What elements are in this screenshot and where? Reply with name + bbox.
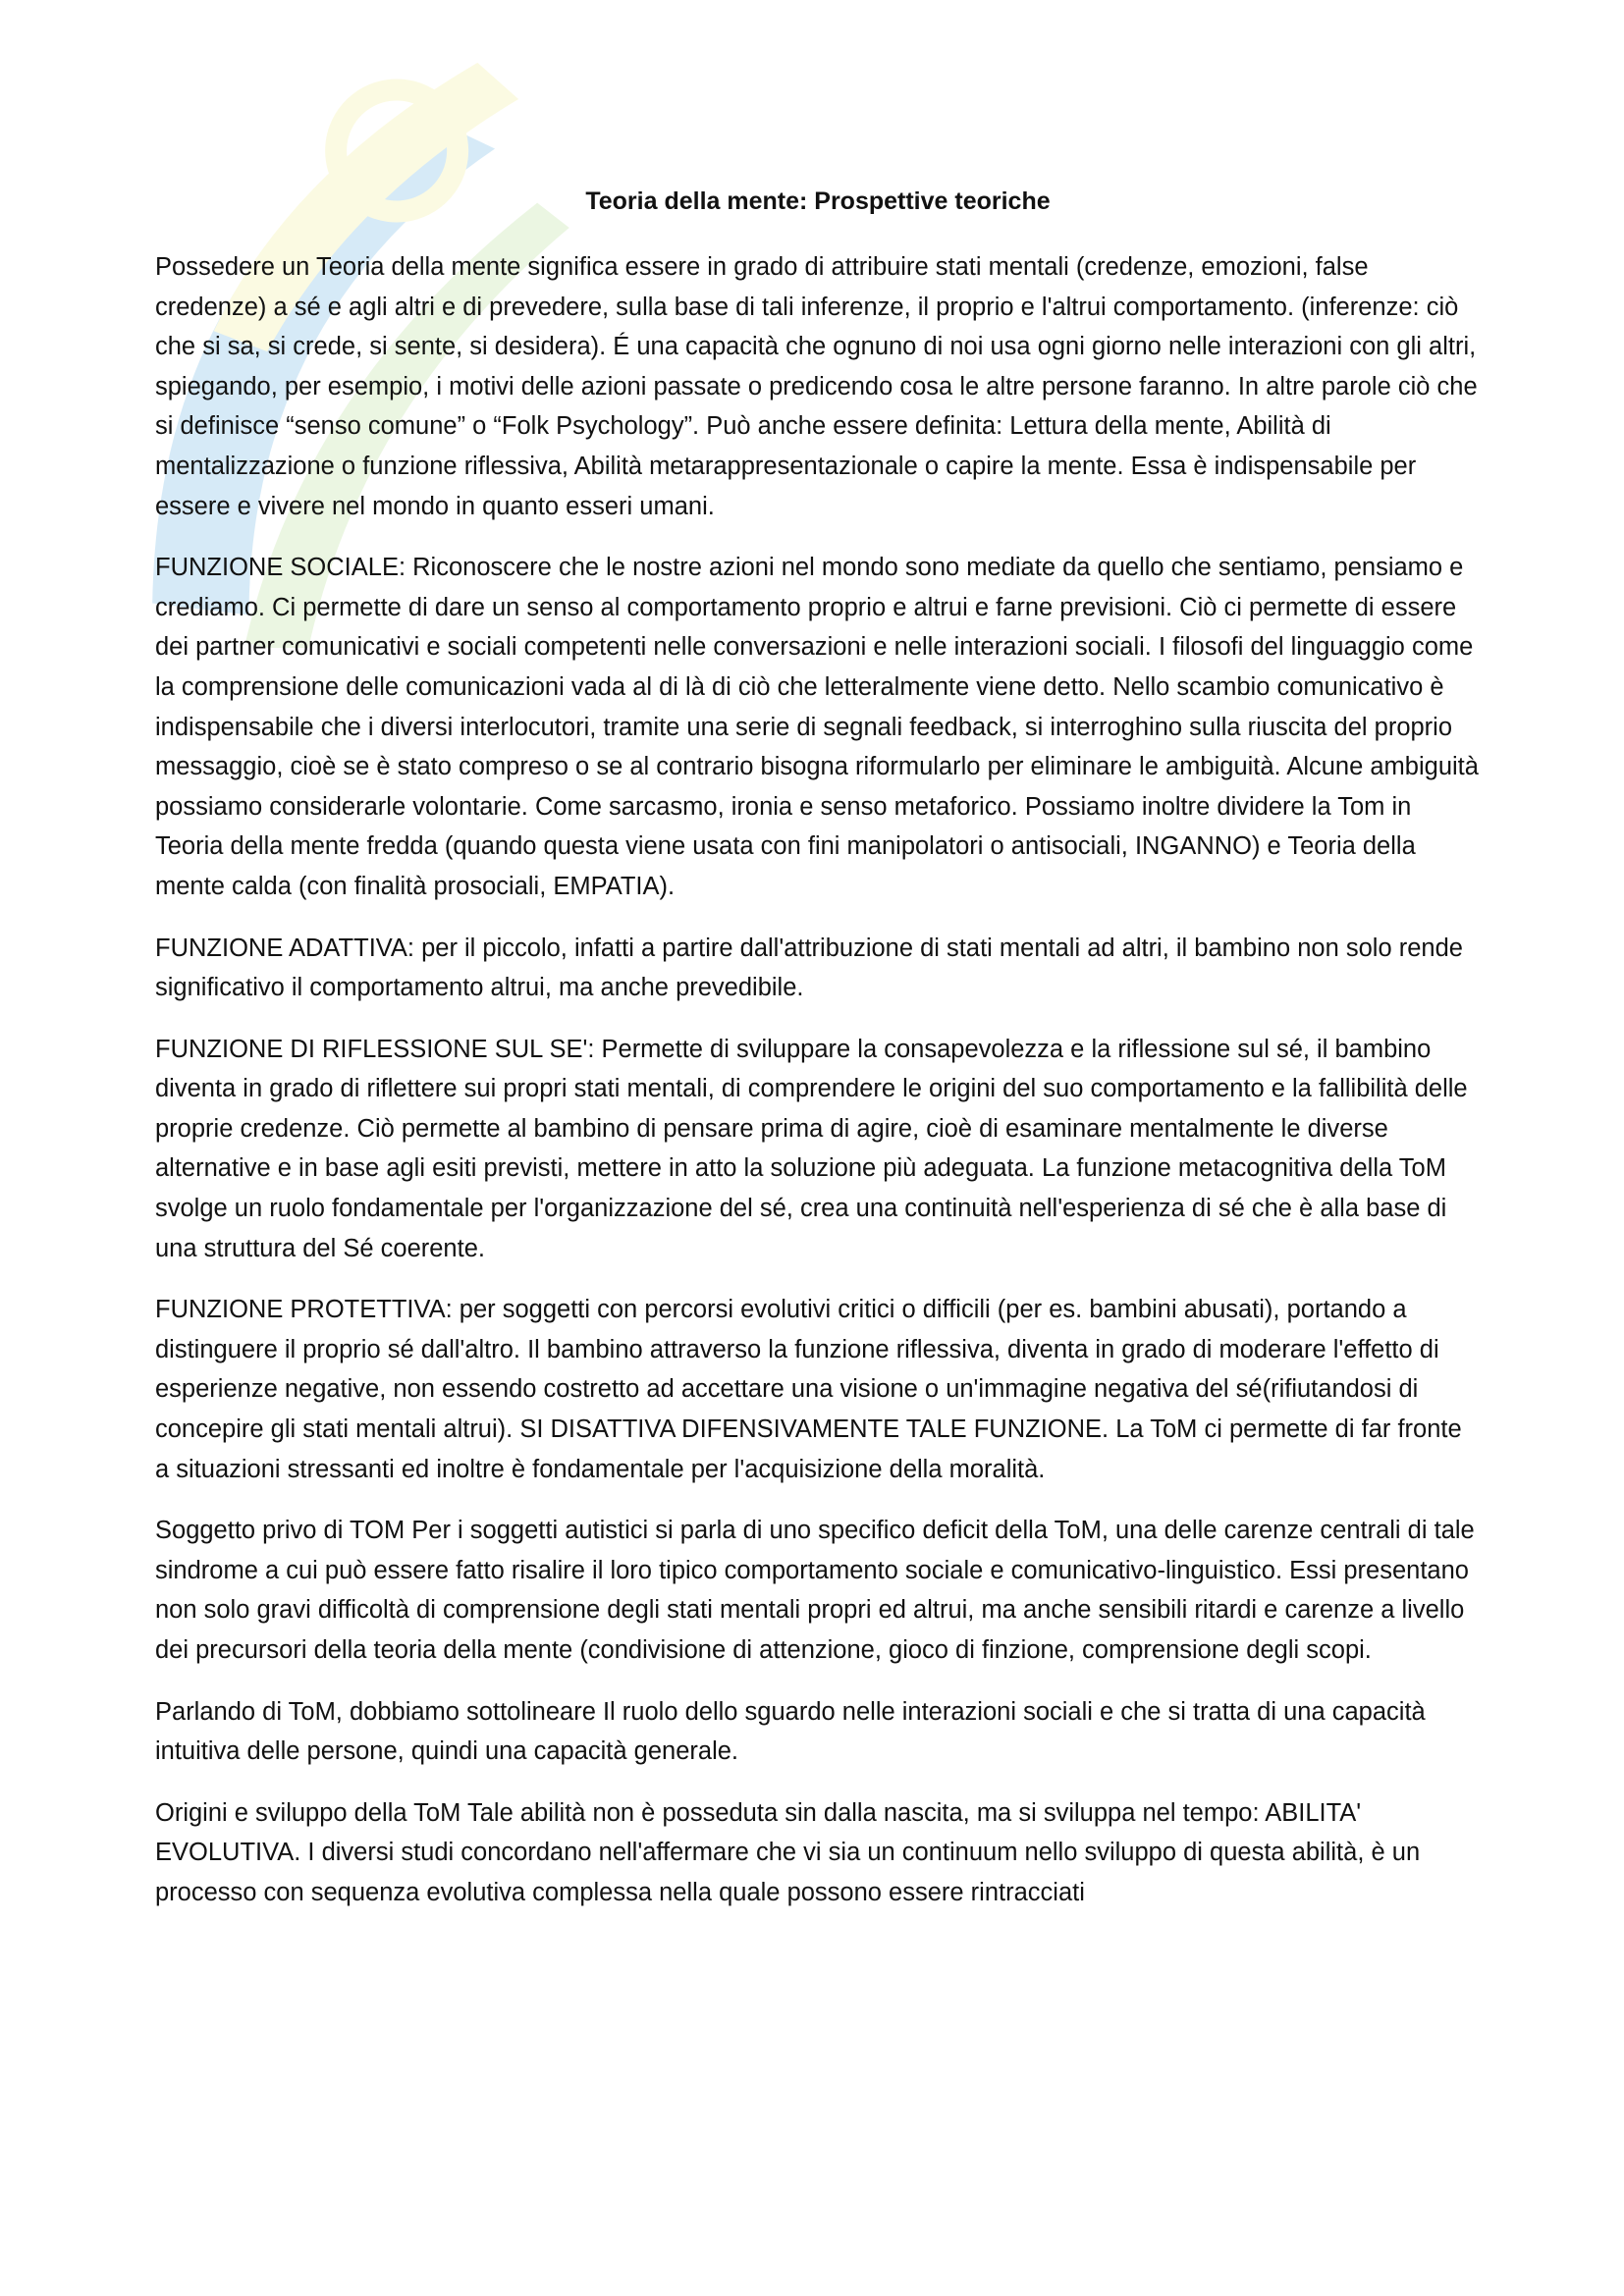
paragraph-funzione-sociale: FUNZIONE SOCIALE: Riconoscere che le nostre azioni nel mondo sono mediate da quello che sentiamo, pensiamo e crediamo. Ci permette di dare un senso al comportamento proprio e altrui e farne previsioni. Ciò ci permette di essere dei partner comunicativi e sociali competenti nelle conversazioni e nelle interazioni sociali. I filosofi del linguaggio come la comprensione delle comunicazioni vada al di là di ciò che letteralmente viene detto. Nello scambio comunicativo è indispensabile che i diversi interlocutori, tramite una serie di segnali feedback, si interroghino sulla riuscita del proprio messaggio, cioè se è stato compreso o se al contrario bisogna riformularlo per eliminare le ambiguità. Alcune ambiguità possiamo considerarle volontarie. Come sarcasmo, ironia e senso metaforico. Possiamo inoltre dividere la Tom in Teoria della mente fredda (quando questa viene usata con fini manipolatori o antisociali, INGANNO) e Teoria della mente calda (con finalità prosociali, EMPATIA). [155,554,1479,900]
paragraph-soggetto-privo-tom: Soggetto privo di TOM Per i soggetti autistici si parla di uno specifico deficit della ToM, una delle carenze centrali di tale sindrome a cui può essere fatto risalire il loro tipico comportamento sociale e comunicativo-linguistico. Essi presentano non solo gravi difficoltà di comprensione degli stati mentali propri ed altrui, ma anche sensibili ritardi e carenze a livello dei precursori della teoria della mente (condivisione di attenzione, gioco di finzione, comprensione degli scopi. [155,1517,1475,1664]
document-title: Teoria della mente: Prospettive teoriche [585,187,1051,215]
paragraph-ruolo-sguardo: Parlando di ToM, dobbiamo sottolineare Il ruolo dello sguardo nelle interazioni sociali e che si tratta di una capacità intuitiva delle persone, quindi una capacità generale. [155,1697,1426,1766]
paragraph-funzione-protettiva: FUNZIONE PROTETTIVA: per soggetti con percorsi evolutivi critici o difficili (per es. bambini abusati), portando a distinguere il proprio sé dall'altro. Il bambino attraverso la funzione riflessiva, diventa in grado di moderare l'effetto di esperienze negative, non essendo costretto ad accettare una visione o un'immagine negativa del sé(rifiutandosi di concepire gli stati mentali altrui). SI DISATTIVA DIFENSIVAMENTE TALE FUNZIONE. La ToM ci permette di far fronte a situazioni stressanti ed inoltre è fondamentale per l'acquisizione della moralità. [155,1296,1462,1483]
paragraph-origini-sviluppo: Origini e sviluppo della ToM Tale abilità non è posseduta sin dalla nascita, ma si sviluppa nel tempo: ABILITA' EVOLUTIVA. I diversi studi concordano nell'affermare che vi sia un continuum nello sviluppo di questa abilità, è un processo con sequenza evolutiva complessa nella quale possono essere rintracciati [155,1798,1421,1906]
paragraph-intro: Possedere un Teoria della mente significa essere in grado di attribuire stati mentali (credenze, emozioni, false credenze) a sé e agli altri e di prevedere, sulla base di tali inferenze, il proprio e l'altrui comportamento. (inferenze: ciò che si sa, si crede, si sente, si desidera). É una capacità che ognuno di noi usa ogni giorno nelle interazioni con gli altri, spiegando, per esempio, i motivi delle azioni passate o predicendo cosa le altre persone faranno. In altre parole ciò che si definisce “senso comune” o “Folk Psychology”. Può anche essere definita: Lettura della mente, Abilità di mentalizzazione o funzione riflessiva, Abilità metarappresentazionale o capire la mente. Essa è indispensabile per essere e vivere nel mondo in quanto esseri umani. [155,253,1478,520]
paragraph-funzione-adattiva: FUNZIONE ADATTIVA: per il piccolo, infatti a partire dall'attribuzione di stati mentali ad altri, il bambino non solo rende significativo il comportamento altrui, ma anche prevedibile. [155,934,1463,1002]
document-page [155,187,1481,1935]
paragraph-funzione-riflessione: FUNZIONE DI RIFLESSIONE SUL SE': Permette di sviluppare la consapevolezza e la riflessione sul sé, il bambino diventa in grado di riflettere sui propri stati mentali, di comprendere le origini del suo comportamento e la fallibilità delle proprie credenze. Ciò permette al bambino di pensare prima di agire, cioè di esaminare mentalmente le diverse alternative e in base agli esiti previsti, mettere in atto la soluzione più adeguata. La funzione metacognitiva della ToM svolge un ruolo fondamentale per l'organizzazione del sé, crea una continuità nell'esperienza di sé che è alla base di una struttura del Sé coerente. [155,1035,1468,1262]
